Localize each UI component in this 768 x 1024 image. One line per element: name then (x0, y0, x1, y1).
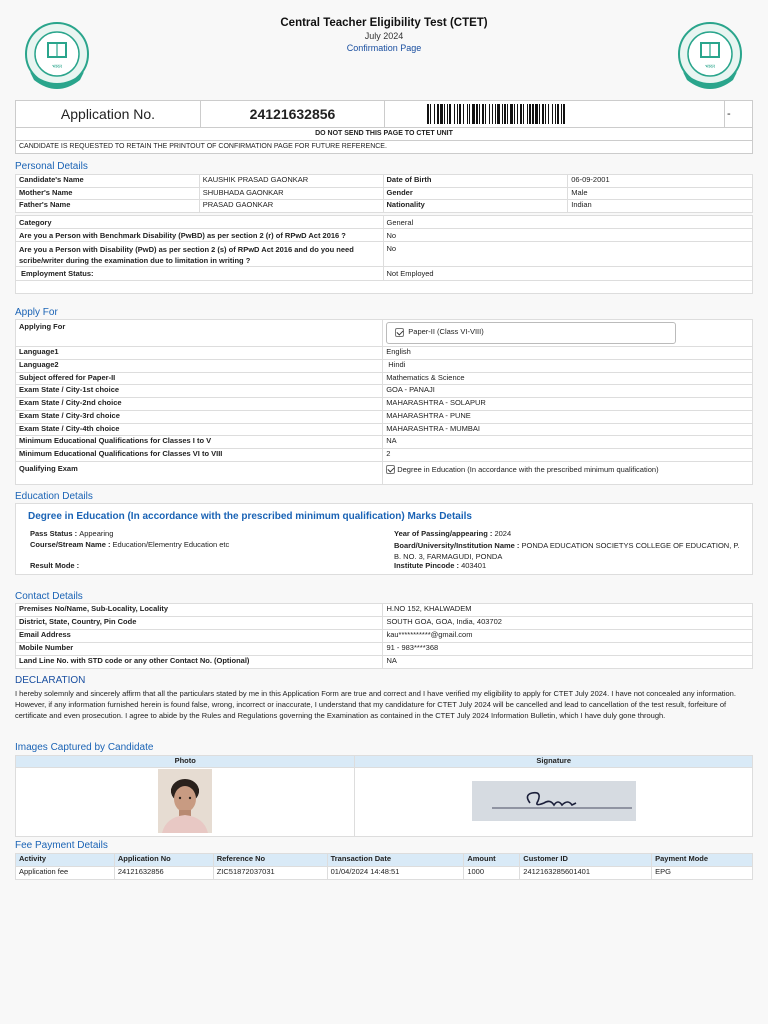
table-row (16, 372, 753, 385)
field-value: 06-09-2001 (568, 175, 753, 188)
field-label: Nationality (383, 200, 568, 213)
field-value: PRASAD GAONKAR (199, 200, 383, 213)
page-subtitle: Confirmation Page (346, 43, 422, 53)
field-label: Applying For (16, 320, 383, 347)
personal-table (15, 174, 753, 213)
table-cell: 01/04/2024 14:48:51 (327, 867, 464, 880)
column-header: Payment Mode (652, 854, 753, 867)
table-row (16, 604, 753, 617)
photo-header: Photo (16, 756, 355, 768)
field-value (383, 461, 753, 484)
field-label: Father's Name (16, 200, 200, 213)
table-row (16, 175, 753, 188)
svg-text:भारत: भारत (52, 64, 62, 70)
signature-header: Signature (355, 756, 753, 768)
field-label: Pass Status : (30, 529, 80, 538)
checkbox-checked-icon[interactable] (386, 465, 395, 474)
field-label: Result Mode : (30, 561, 80, 570)
field-value: NA (383, 436, 753, 449)
field-value: GOA - PANAJI (383, 385, 753, 398)
table-row (16, 630, 753, 643)
course-stream (30, 540, 370, 549)
table-row (16, 242, 753, 267)
pwd-label-line: Are you a Person with Disability (PwD) as per section 2 (s) of RPwD Act 2016 and do you need (19, 245, 354, 254)
table-cell: Application fee (16, 867, 115, 880)
table-cell: 2412163285601401 (520, 867, 652, 880)
table-row (16, 449, 753, 462)
declaration-text: I hereby solemnly and sincerely affirm that all the particulars stated by me in this Application Form are true and correct and I have verified my eligibility to apply for CTET July 2024. I have not concealed any information. However, if any information furnished herein is found false, wrong, incorrect or inaccurate, I understand that my candidature for CTET July 2024 will be cancelled and lead to cancellation of the test result, forfeiture of certificate and even prosecution. I agree to abide by the Rules and Regulations governing the Examination as contained in the CTET July 2024 Information Bulletin, which I have duly gone through. (15, 689, 736, 720)
institute-pincode (394, 561, 744, 570)
field-label (16, 242, 384, 267)
field-label: Date of Birth (383, 175, 568, 188)
field-value: MAHARASHTRA - PUNE (383, 410, 753, 423)
section-heading-personal: Personal Details (15, 161, 88, 172)
table-row (16, 423, 753, 436)
table-row (16, 347, 753, 360)
field-value: kau***********@gmail.com (383, 630, 753, 643)
do-not-send-notice: DO NOT SEND THIS PAGE TO CTET UNIT (15, 128, 753, 141)
table-row (16, 461, 753, 484)
field-label: District, State, Country, Pin Code (16, 617, 383, 630)
table-row (16, 643, 753, 656)
pwd-label-line: scribe/writer during the examination due to limitation in writing ? (19, 256, 251, 265)
signature-cell (355, 768, 753, 837)
field-label: Employment Status: (16, 267, 384, 281)
table-row (16, 398, 753, 411)
svg-text:भारत: भारत (705, 64, 715, 70)
section-heading-education: Education Details (15, 491, 93, 502)
table-row (16, 229, 753, 242)
field-label: Premises No/Name, Sub-Locality, Locality (16, 604, 383, 617)
field-value: Indian (568, 200, 753, 213)
field-value: H.NO 152, KHALWADEM (383, 604, 753, 617)
application-dash: - (727, 108, 731, 120)
application-no-label: Application No. (16, 101, 201, 127)
paper-option[interactable] (386, 322, 676, 344)
section-heading-apply: Apply For (15, 307, 58, 318)
field-value: 2024 (494, 529, 512, 538)
field-value: Education/Elementry Education etc (112, 540, 230, 549)
field-value: MAHARASHTRA - SOLAPUR (383, 398, 753, 411)
column-header: Transaction Date (327, 854, 464, 867)
table-cell: 24121632856 (114, 867, 213, 880)
result-mode (30, 561, 370, 570)
contact-table (15, 603, 753, 669)
application-bar (15, 100, 753, 128)
fee-table (15, 853, 753, 880)
field-value: Mathematics & Science (383, 372, 753, 385)
field-value: SOUTH GOA, GOA, India, 403702 (383, 617, 753, 630)
photo-cell (16, 768, 355, 837)
pass-status (30, 529, 370, 538)
table-row (16, 281, 753, 294)
table-cell: EPG (652, 867, 753, 880)
field-label: Candidate's Name (16, 175, 200, 188)
empty-row (16, 281, 753, 294)
table-row (16, 320, 753, 347)
personal-extra-table (15, 215, 753, 294)
apply-table (15, 319, 753, 485)
field-label: Institute Pincode : (394, 561, 462, 570)
field-value: Hindi (383, 359, 753, 372)
table-row (16, 756, 753, 768)
table-row (16, 385, 753, 398)
barcode (385, 101, 725, 127)
table-row (16, 768, 753, 837)
field-label: Email Address (16, 630, 383, 643)
field-value: Male (568, 187, 753, 200)
field-label: Minimum Educational Qualifications for Classes I to V (16, 436, 383, 449)
table-row (16, 656, 753, 669)
field-label: Board/University/Institution Name : (394, 541, 522, 550)
table-row (16, 200, 753, 213)
table-row (16, 617, 753, 630)
field-label: Are you a Person with Benchmark Disability (PwBD) as per section 2 (r) of RPwD Act 2016 ? (16, 229, 384, 242)
table-row (16, 187, 753, 200)
table-row (16, 359, 753, 372)
section-heading-images: Images Captured by Candidate (15, 742, 154, 753)
education-box-title: Degree in Education (In accordance with the prescribed minimum qualification) Marks Details (28, 511, 472, 522)
column-header: Reference No (213, 854, 327, 867)
field-label: Exam State / City-4th choice (16, 423, 383, 436)
barcode-bar (565, 104, 568, 124)
table-row (16, 267, 753, 281)
field-label: Category (16, 216, 384, 229)
field-label: Qualifying Exam (16, 461, 383, 484)
field-value: 91 - 983****368 (383, 643, 753, 656)
field-value: General (383, 216, 753, 229)
paper-option-label: Paper-II (Class VI-VIII) (408, 327, 484, 336)
field-label: Year of Passing/appearing : (394, 529, 495, 538)
table-row (16, 436, 753, 449)
field-value: MAHARASHTRA - MUMBAI (383, 423, 753, 436)
field-label: Language1 (16, 347, 383, 360)
year-of-passing (394, 529, 744, 538)
section-heading-fee: Fee Payment Details (15, 840, 108, 851)
field-value (383, 320, 753, 347)
page-title: Central Teacher Eligibility Test (CTET) (280, 17, 488, 29)
declaration-heading: DECLARATION (15, 675, 86, 686)
column-header: Amount (464, 854, 520, 867)
board-institution (394, 540, 744, 562)
field-label: Course/Stream Name : (30, 540, 113, 549)
field-label: Minimum Educational Qualifications for Classes VI to VIII (16, 449, 383, 462)
field-label: Language2 (16, 359, 383, 372)
field-value: Appearing (79, 529, 114, 538)
retain-notice: CANDIDATE IS REQUESTED TO RETAIN THE PRINTOUT OF CONFIRMATION PAGE FOR FUTURE REFERENCE. (15, 141, 753, 154)
checkbox-checked-icon[interactable] (395, 328, 404, 337)
field-value: KAUSHIK PRASAD GAONKAR (199, 175, 383, 188)
candidate-photo (158, 769, 212, 833)
field-label: Mobile Number (16, 643, 383, 656)
field-label: Exam State / City-1st choice (16, 385, 383, 398)
column-header: Application No (114, 854, 213, 867)
field-value: No (383, 242, 753, 267)
field-label: Exam State / City-2nd choice (16, 398, 383, 411)
section-heading-contact: Contact Details (15, 591, 83, 602)
application-no-value: 24121632856 (201, 101, 385, 127)
field-value: Not Employed (383, 267, 753, 281)
field-label: Gender (383, 187, 568, 200)
table-row (16, 216, 753, 229)
column-header: Customer ID (520, 854, 652, 867)
candidate-signature (472, 781, 636, 821)
field-value: 403401 (461, 561, 487, 570)
field-value: NA (383, 656, 753, 669)
field-label: Land Line No. with STD code or any other Contact No. (Optional) (16, 656, 383, 669)
images-table (15, 755, 753, 837)
field-value: No (383, 229, 753, 242)
column-header: Activity (16, 854, 115, 867)
table-cell: ZIC51872037031 (213, 867, 327, 880)
session-label: July 2024 (364, 31, 404, 41)
table-row (16, 867, 753, 880)
table-row (16, 410, 753, 423)
table-cell: 1000 (464, 867, 520, 880)
field-value: English (383, 347, 753, 360)
table-header-row (16, 854, 753, 867)
field-label: Exam State / City-3rd choice (16, 410, 383, 423)
field-label: Mother's Name (16, 187, 200, 200)
field-label: Subject offered for Paper-II (16, 372, 383, 385)
field-value: PONDA EDUCATION SOCIETYS COLLEGE OF EDUCATION, P. B. NO. 3, FARMAGUDI, PONDA (394, 541, 740, 561)
education-box (15, 503, 753, 575)
field-value: SHUBHADA GAONKAR (199, 187, 383, 200)
qualifying-value: Degree in Education (In accordance with the prescribed minimum qualification) (397, 464, 659, 474)
field-value: 2 (383, 449, 753, 462)
